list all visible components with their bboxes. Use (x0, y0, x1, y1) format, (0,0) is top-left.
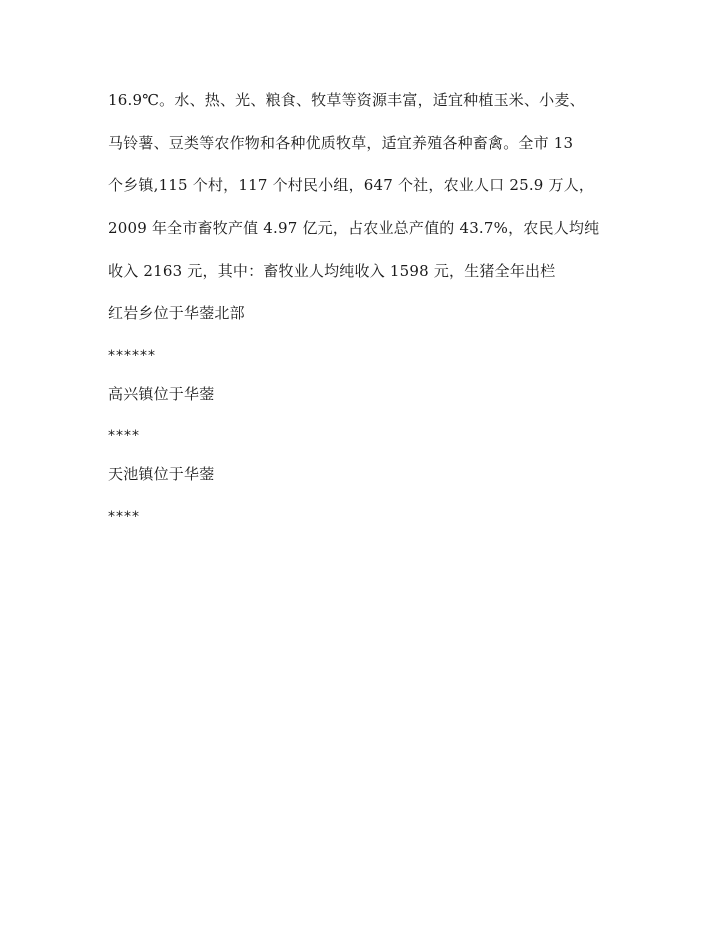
paragraph-line: 马铃薯、豆类等农作物和各种优质牧草，适宜养殖各种畜禽。全市 13 (108, 134, 574, 152)
section-separator: ****** (108, 348, 156, 364)
paragraph-line: 收入 2163 元，其中：畜牧业人均纯收入 1598 元，生猪全年出栏 (108, 262, 556, 280)
section-separator: **** (108, 509, 140, 525)
paragraph-line: 2009 年全市畜牧产值 4.97 亿元，占农业总产值的 43.7%，农民人均纯 (108, 219, 600, 237)
section-heading: 红岩乡位于华蓥北部 (108, 304, 245, 322)
section-heading: 高兴镇位于华蓥 (108, 385, 215, 403)
paragraph-line: 16.9℃。水、热、光、粮食、牧草等资源丰富，适宜种植玉米、小麦、 (108, 91, 585, 109)
section-separator: **** (108, 428, 140, 444)
section-heading: 天池镇位于华蓥 (108, 465, 215, 483)
paragraph-line: 个乡镇,115 个村，117 个村民小组，647 个社，农业人口 25.9 万人， (108, 176, 595, 194)
